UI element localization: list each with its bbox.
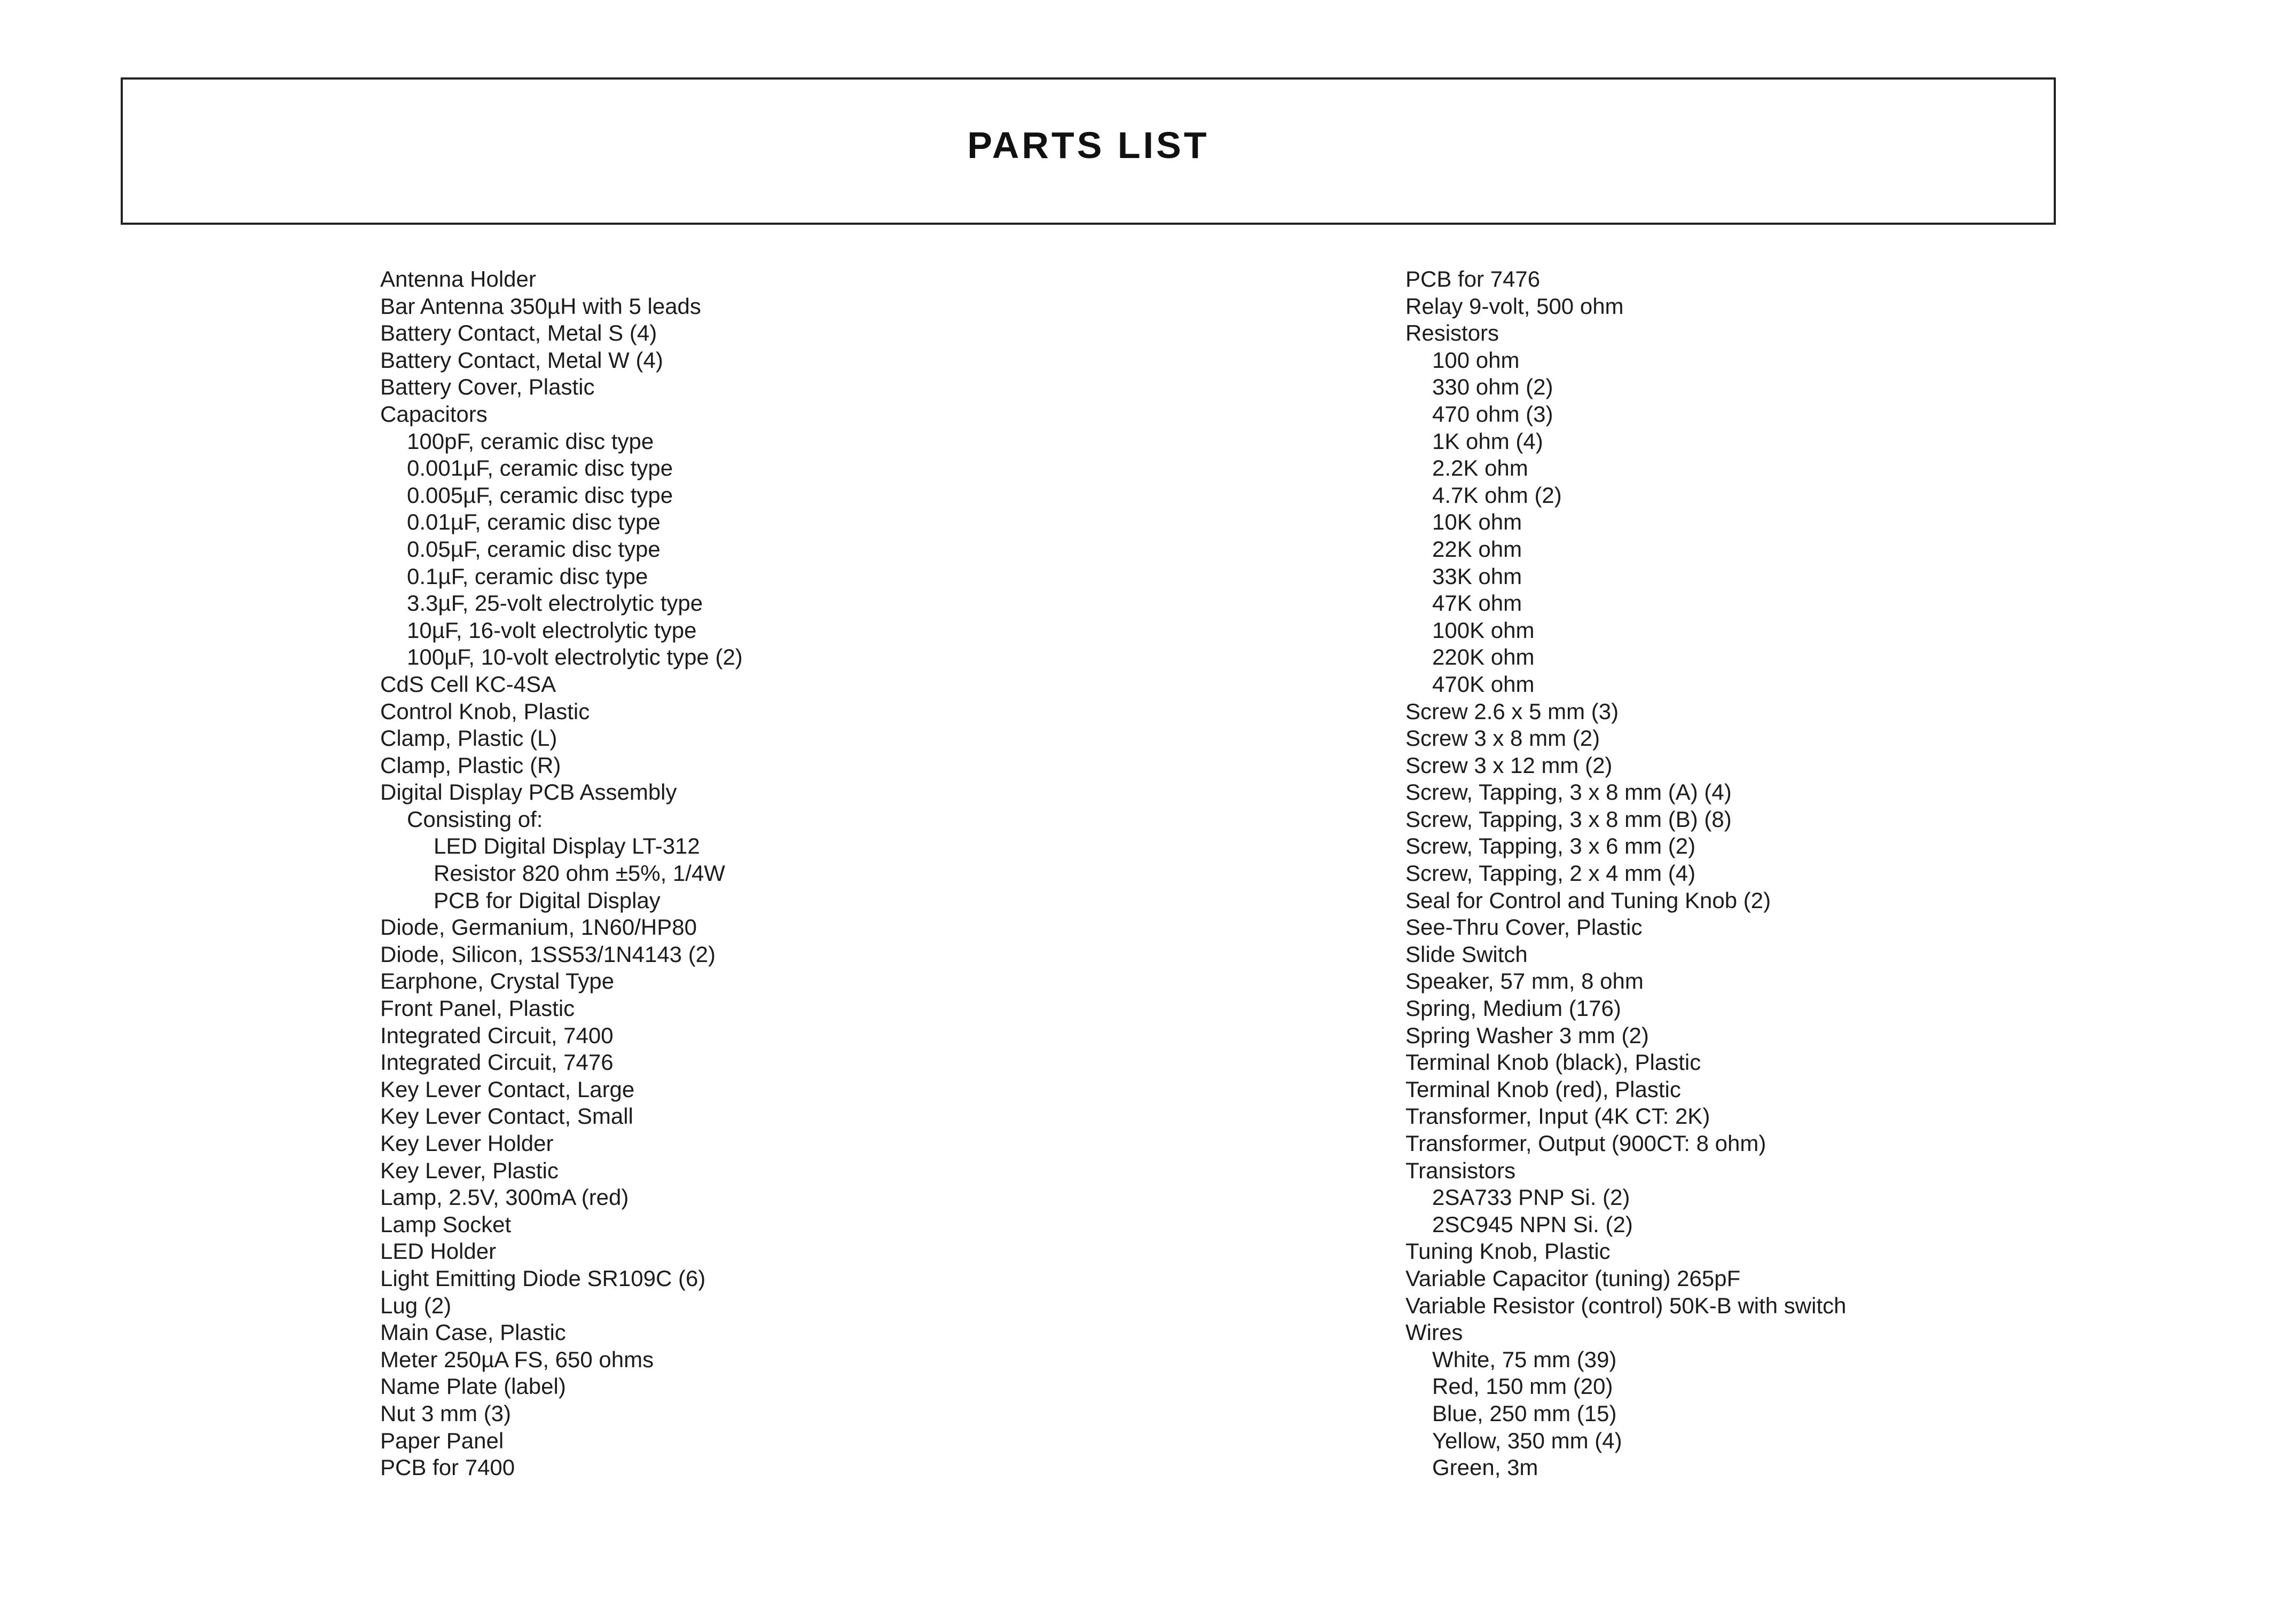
parts-list-item: Transistors bbox=[1405, 1157, 1516, 1183]
parts-list-item: See-Thru Cover, Plastic bbox=[1405, 915, 1643, 940]
parts-list-item: Consisting of: bbox=[407, 806, 543, 832]
parts-list-item: 100pF, ceramic disc type bbox=[407, 428, 654, 454]
parts-list-item: Red, 150 mm (20) bbox=[1432, 1374, 1613, 1399]
parts-list-item: Main Case, Plastic bbox=[380, 1320, 566, 1345]
parts-list-item: Variable Capacitor (tuning) 265pF bbox=[1405, 1265, 1741, 1291]
parts-list-item: PCB for 7476 bbox=[1405, 266, 1541, 291]
parts-list-item: LED Digital Display LT-312 bbox=[434, 833, 700, 859]
parts-list-item: Terminal Knob (red), Plastic bbox=[1405, 1076, 1681, 1102]
parts-list-item: Diode, Germanium, 1N60/HP80 bbox=[380, 915, 697, 940]
parts-list-item: Lamp Socket bbox=[380, 1211, 512, 1237]
parts-list-item: 100µF, 10-volt electrolytic type (2) bbox=[407, 644, 743, 670]
parts-list-item: Battery Contact, Metal S (4) bbox=[380, 320, 657, 346]
parts-list-item: 2.2K ohm bbox=[1432, 455, 1528, 481]
parts-list-item: Integrated Circuit, 7476 bbox=[380, 1050, 614, 1075]
parts-list-item: 0.05µF, ceramic disc type bbox=[407, 536, 661, 562]
parts-list-item: Spring Washer 3 mm (2) bbox=[1405, 1022, 1649, 1048]
parts-list-item: Screw, Tapping, 3 x 8 mm (B) (8) bbox=[1405, 806, 1732, 832]
parts-list-item: Antenna Holder bbox=[380, 266, 536, 291]
parts-list-item: Key Lever, Plastic bbox=[380, 1157, 559, 1183]
parts-list-item: 100 ohm bbox=[1432, 347, 1520, 373]
parts-list-item: Key Lever Contact, Large bbox=[380, 1076, 635, 1102]
parts-list-item: Screw 3 x 12 mm (2) bbox=[1405, 752, 1613, 778]
parts-list-item: 3.3µF, 25-volt electrolytic type bbox=[407, 590, 703, 616]
parts-list-item: 0.005µF, ceramic disc type bbox=[407, 482, 673, 508]
parts-list-item: Clamp, Plastic (R) bbox=[380, 752, 561, 778]
parts-list-item: Green, 3m bbox=[1432, 1455, 1538, 1480]
parts-list-item: 2SA733 PNP Si. (2) bbox=[1432, 1185, 1630, 1210]
parts-list-item: White, 75 mm (39) bbox=[1432, 1346, 1617, 1372]
parts-list-item: Control Knob, Plastic bbox=[380, 698, 590, 724]
parts-list-item: Screw 2.6 x 5 mm (3) bbox=[1405, 698, 1619, 724]
parts-list-item: Digital Display PCB Assembly bbox=[380, 779, 677, 805]
parts-list-item: 10K ohm bbox=[1432, 509, 1522, 535]
parts-list-item: Seal for Control and Tuning Knob (2) bbox=[1405, 887, 1771, 913]
parts-list-item: Light Emitting Diode SR109C (6) bbox=[380, 1265, 706, 1291]
parts-list-item: Lug (2) bbox=[380, 1292, 452, 1318]
parts-list-item: Yellow, 350 mm (4) bbox=[1432, 1428, 1622, 1453]
parts-list-item: Speaker, 57 mm, 8 ohm bbox=[1405, 968, 1644, 994]
parts-list-item: Resistor 820 ohm ±5%, 1/4W bbox=[434, 861, 725, 886]
parts-list-item: Paper Panel bbox=[380, 1428, 504, 1453]
parts-list-item: 220K ohm bbox=[1432, 644, 1535, 670]
parts-list-item: Diode, Silicon, 1SS53/1N4143 (2) bbox=[380, 941, 716, 967]
parts-list-item: Screw, Tapping, 2 x 4 mm (4) bbox=[1405, 861, 1696, 886]
parts-list-item: Resistors bbox=[1405, 320, 1499, 346]
parts-list-item: Slide Switch bbox=[1405, 941, 1528, 967]
parts-list-item: 330 ohm (2) bbox=[1432, 374, 1553, 400]
parts-list-item: Spring, Medium (176) bbox=[1405, 996, 1621, 1021]
title-box bbox=[121, 77, 2056, 225]
parts-list-item: 47K ohm bbox=[1432, 590, 1522, 616]
parts-list-item: 10µF, 16-volt electrolytic type bbox=[407, 617, 697, 643]
parts-list-item: Nut 3 mm (3) bbox=[380, 1400, 512, 1426]
parts-list-item: Battery Cover, Plastic bbox=[380, 374, 595, 400]
parts-list-left-column bbox=[380, 266, 743, 1481]
parts-list-item: Bar Antenna 350µH with 5 leads bbox=[380, 293, 701, 319]
parts-list-item: Battery Contact, Metal W (4) bbox=[380, 347, 663, 373]
parts-list-item: Key Lever Holder bbox=[380, 1131, 554, 1156]
parts-list-item: PCB for Digital Display bbox=[434, 887, 661, 913]
parts-list-item: 100K ohm bbox=[1432, 617, 1535, 643]
parts-list-right-column bbox=[1405, 266, 1847, 1481]
parts-list-item: CdS Cell KC-4SA bbox=[380, 671, 556, 697]
parts-list-item: PCB for 7400 bbox=[380, 1455, 515, 1480]
parts-list-item: Screw, Tapping, 3 x 8 mm (A) (4) bbox=[1405, 779, 1732, 805]
parts-list-item: Screw 3 x 8 mm (2) bbox=[1405, 726, 1600, 751]
parts-list-item: Transformer, Input (4K CT: 2K) bbox=[1405, 1103, 1710, 1129]
parts-list-item: 4.7K ohm (2) bbox=[1432, 482, 1562, 508]
parts-list-item: Integrated Circuit, 7400 bbox=[380, 1022, 614, 1048]
parts-list-item: Capacitors bbox=[380, 401, 488, 427]
parts-list-item: 0.001µF, ceramic disc type bbox=[407, 455, 673, 481]
parts-list-item: 0.01µF, ceramic disc type bbox=[407, 509, 661, 535]
page-title: PARTS LIST bbox=[967, 124, 1209, 166]
parts-list-item: Key Lever Contact, Small bbox=[380, 1103, 633, 1129]
parts-list-item: 470 ohm (3) bbox=[1432, 401, 1553, 427]
parts-list-item: 1K ohm (4) bbox=[1432, 428, 1543, 454]
parts-list-item: Variable Resistor (control) 50K-B with switch bbox=[1405, 1292, 1847, 1318]
parts-list-item: Lamp, 2.5V, 300mA (red) bbox=[380, 1185, 629, 1210]
parts-list-item: Name Plate (label) bbox=[380, 1374, 566, 1399]
parts-list-item: Terminal Knob (black), Plastic bbox=[1405, 1050, 1701, 1075]
parts-list-item: Tuning Knob, Plastic bbox=[1405, 1239, 1611, 1264]
parts-list-item: Clamp, Plastic (L) bbox=[380, 726, 557, 751]
parts-list-item: 470K ohm bbox=[1432, 671, 1535, 697]
parts-list-item: Relay 9-volt, 500 ohm bbox=[1405, 293, 1624, 319]
parts-list-item: Screw, Tapping, 3 x 6 mm (2) bbox=[1405, 833, 1696, 859]
parts-list-item: Wires bbox=[1405, 1320, 1463, 1345]
parts-list-item: 2SC945 NPN Si. (2) bbox=[1432, 1211, 1633, 1237]
parts-list-item: 33K ohm bbox=[1432, 563, 1522, 589]
parts-list-item: Transformer, Output (900CT: 8 ohm) bbox=[1405, 1131, 1766, 1156]
parts-list-item: Front Panel, Plastic bbox=[380, 996, 575, 1021]
parts-list-item: 22K ohm bbox=[1432, 536, 1522, 562]
parts-list-item: LED Holder bbox=[380, 1239, 497, 1264]
parts-list-item: Earphone, Crystal Type bbox=[380, 968, 615, 994]
parts-list-item: Meter 250µA FS, 650 ohms bbox=[380, 1346, 654, 1372]
parts-list-item: 0.1µF, ceramic disc type bbox=[407, 563, 648, 589]
parts-list-item: Blue, 250 mm (15) bbox=[1432, 1400, 1617, 1426]
